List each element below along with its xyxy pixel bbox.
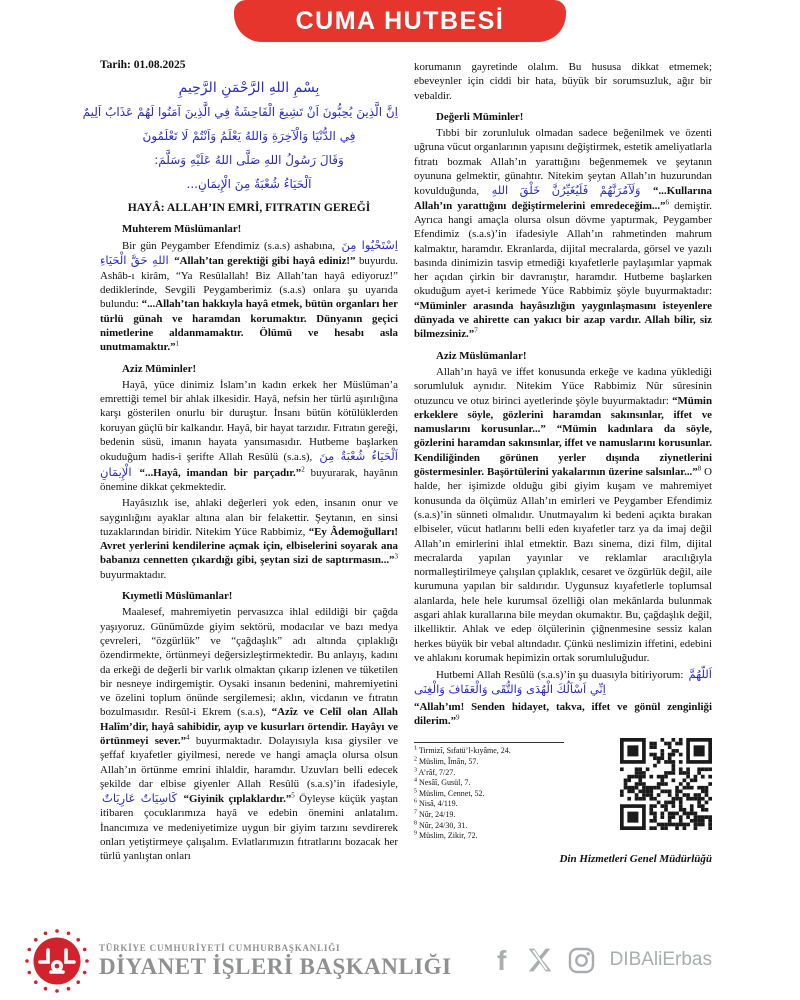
text-run: “Ey Âdemoğulları! Avret yerlerini kendilerine açmak için, elbiselerini soyarak ana babanızı cennetten çıkardığı gibi, şeytan sizi de saptırmasın...” (100, 525, 398, 567)
text-run: O halde, her işimizde olduğu gibi giyim kuşam ve mahremiyet konusunda da ölçümüz Allah’ın emirleri ve Peygamber Efendimiz (s.a.s)’in sünneti olmalıdır. Unutmayalım ki bedeni açıkta bırakan elbiseler, vücut hatlarını belli eden kıyafetler tarz ya da imaj değil Allah’ın emirlerini ihlal etmektir. Bazı sinema, dizi film, dijital mecralarda yapılan yayınlar ve reklamlar aracılığıyla normalleştirilmeye çalışılan çıplaklık, cesaret ve özgürlük değil, aile kurumuna yapılan bir saldırıdır. Uygunsuz kıyafetlerle toplumsal alanlarda, hele hele kurumsal özelliği olan mekânlarda bulunmak asgari ahlak kurallarına bile meydan okumaktır. Bu, çağdaşlık değil, ilkelliktir. Ahlak ve edep ölçülerinin çiğnenmesine sessiz kalan herkes büyük bir vebal altındadır. Çünkü neslimizin iffetini, edebini ve ahlakını korumak hepimizin ortak sorumluluğudur. (414, 466, 712, 664)
instagram-icon (568, 947, 595, 974)
section-heading: Kıymetli Müslümanlar! (122, 590, 233, 603)
text-run: Öyleyse küçük yaştan itibaren çocuklarımıza hayâ ve edebin önemini anlatalım. İnancımıza ve medeniyetimize uygun bir giyim tarzını sevdirerek onları yetiştirmeye çalışalım. Evlatlarımızın fıtratlarını bozacak her türlü yanlıştan onları (100, 793, 399, 863)
footnote-item: $^9$ Müslim, Zikir, 72. (414, 830, 478, 841)
footnote-ref: 5 (291, 791, 295, 800)
text-run: “Giyinik çıplaklardır.” (183, 793, 292, 806)
inline-arabic: اَللّهُمَّ اِنِّي اَسْاَلُكَ الْهُدَى وَالتُّقَى وَالْعَفَافَ وَالْغِنَى (414, 667, 712, 697)
verse-line: وَقَالَ رَسُولُ اللهِ صَلَّى اللهُ عَلَيْهِ وَسَلَّمَ: (154, 152, 344, 167)
verse-line: فِي الدُّنْيَا وَالْآخِرَةِ وَاللهُ يَعْلَمُ وَاَنْتُمْ لَا تَعْلَمُونَ (142, 128, 356, 143)
footnote-ref: 8 (697, 464, 702, 473)
footnote-item: $^5$ Müslim, Cennet, 52. (414, 788, 485, 798)
footnote-ref: 2 (301, 465, 305, 474)
inline-arabic: كَاسِيَاتٌ عَارِيَاتٌ (102, 791, 178, 806)
text-run: Maalesef, mahremiyetin pervasızca ihlal edildiği bir çağda yaşıyoruz. Günümüzde giyim sektörü, modacılar ve bazı medya çevreleri, “özgürlük” ve “çağdaşlık” adı altında çıplaklığı özendirmekte, örtünmeyi değersizleştirmektedir. Bu anlayış, kadını da erkeği de değerli bir varlık olmaktan çıkarıp izlenen ve tüketilen bir nesneye indirgemiştir. Oysaki insanın bedenini, mahremiyetini ve özelini toplum önünde sergilemesi; aklın, vicdanın ve fıtratın bozulmasıdır. Resûl-i Ekrem (s.a.s), (100, 606, 398, 719)
text-run: demiştir. Ayrıca hangi amaçla olursa olsun dövme yaptırmak, Peygamber Efendimiz (s.a.s)’in ifadesiyle Allah’ın rahmetinden mahrum kalmaktır, haramdır. Ekranlarda, dijital mecralarda, görsel ve yazılı basında dinimizin tasvip etmediği kıyafetlerle paylaşımlar yapmak her açıdan çirkin bir davranıştır, haramdır. Hutbeme başlarken okuduğum ayet-i kerimede Yüce Rabbimiz şöyle buyurmaktadır: (414, 199, 712, 298)
footnotes-block (414, 736, 564, 841)
diyanet-logo (24, 928, 90, 994)
text-run: Hayâ, yüce dinimiz İslam’ın kadın erkek her Müslüman’a emrettiği temel bir ahlak ilkesidir. Hayâ, nefsin her türlü aşırılığına karşı gösterilen onurlu bir duruştur. İnsanı bütün kötülüklerden koruyan güçlü bir kalkandır. Hayâ, bir hayat tarzıdır. Fıtratın gereği, bedenin süsü, imanın hayata yansımasıdır. Hutbeme başlarken okuduğum hadis-i şerifte Allah Resûlü (s.a.s), (100, 378, 398, 464)
paragraph (414, 60, 712, 103)
text-run: Allah’ın hayâ ve iffet konusunda erkeğe ve kadına yüklediği sorumluluk aynıdır. Nitekim Yüce Rabbimiz Nûr sûresinin otuzuncu ve otuz birinci ayetlerinde şöyle buyurmaktadır: (414, 365, 712, 407)
paragraph (414, 700, 712, 729)
banner (234, 0, 566, 42)
section-heading: Muhterem Müslümanlar! (122, 222, 242, 235)
section-heading: Değerli Müminler! (436, 110, 524, 123)
footnote-area (414, 736, 712, 841)
footnote-item: $^2$ Müslim, Îmân, 57. (414, 756, 479, 766)
banner-title: CUMA HUTBESİ (295, 6, 505, 35)
footnote-separator (414, 742, 564, 743)
footnote-ref: 7 (474, 326, 478, 335)
sermon-title: HAYÂ: ALLAH’IN EMRİ, FITRATIN GEREĞİ (127, 200, 371, 214)
footnote-item: $^7$ Nûr, 24/19. (414, 809, 456, 819)
footnote-ref: 1 (175, 339, 180, 348)
qr-code (620, 738, 712, 830)
left-column-text (100, 222, 398, 864)
text-run: buyurarak, hayânın önemine dikkat çekmektedir. (100, 466, 398, 493)
text-run: Tıbbi bir zorunluluk olmadan sadece beğenilmek ve özenti uğruna vücut organlarının yapısını değiştirmek, estetik ameliyatlarla fıtratı bozmak Allah’ın yarattığını beğenmemek ve şeytanın oyununa gelmektir, günahtır. Nitekim şeytan Allah’ın huzurundan kovulduğunda, (414, 127, 712, 198)
text-run: “Müminler arasında hayâsızlığın yaygınlaşmasını isteyenlere dünyada ve ahirette can yakıcı bir azap vardır. Allah bilir, siz bilmezsiniz.” (414, 299, 712, 341)
org-titles (99, 943, 452, 980)
footnotes-list (414, 746, 564, 841)
text-run: buyurmaktadır. (100, 568, 167, 581)
social-row (496, 946, 712, 974)
right-column-text (414, 60, 712, 728)
footnote-ref: 6 (665, 198, 670, 207)
verse-line: اَلْحَيَاءُ شُعْبَةٌ مِنَ الْإِيمَانِ... (186, 176, 312, 191)
paragraph (100, 378, 398, 494)
right-column (414, 58, 712, 866)
footnote-item: $^3$ A’râf, 7/27. (414, 766, 456, 777)
section-heading: Aziz Müslümanlar! (436, 349, 527, 362)
paragraph (414, 365, 712, 665)
paragraph (100, 605, 398, 863)
text-run: Hutbemi Allah Resûlü (s.a.s)’in şu duasıyla bitiriyorum: (436, 669, 687, 682)
paragraph (414, 667, 712, 698)
social-handle: DIBAliErbas (609, 949, 712, 970)
paragraph (414, 126, 712, 341)
content-columns (82, 58, 712, 866)
text-run: “...Kullarına Allah’ın yarattığını değiştirmelerini emredeceğim...” (414, 185, 712, 212)
footnote-ref: 4 (186, 733, 190, 742)
text-run: “...Hayâ, imandan bir parçadır.” (139, 466, 302, 479)
paragraph (100, 496, 398, 582)
left-column (82, 58, 399, 866)
text-run: “Allah’ım! Senden hidayet, takva, iffet ve gönül zenginliği dilerim.” (414, 700, 712, 728)
footnote-ref: 3 (394, 552, 398, 561)
footnote-ref: 9 (456, 713, 460, 722)
footnote-item: $^6$ Nisâ, 4/119. (414, 798, 458, 809)
date-label: Tarih: 01.08.2025 (100, 59, 186, 71)
footnote-item: $^1$ Tirmizî, Sıfatü’l-kıyâme, 24. (414, 745, 511, 756)
verse-line: اِنَّ الَّذِينَ يُحِبُّونَ اَنْ تَشِيعَ الْفَاحِشَةُ فِي الَّذِينَ آمَنُوا لَهُمْ عَذَابٌ اَلِيمٌ (82, 104, 398, 119)
text-run: Hayâsızlık ise, ahlaki değerleri yok eden, insanın onur ve saygınlığını ayaklar altına alan bir felakettir. Şeytanın, en sinsi tuzaklarından biridir. Nitekim Yüce Rabbimiz, (100, 497, 398, 538)
footnote-item: $^4$ Nesâî, Gusül, 7. (414, 777, 471, 788)
inline-arabic: وَلَآمُرَنَّهُمْ فَلَيُغَيِّرُنَّ خَلْقَ اللهِ (491, 183, 641, 198)
text-run: “Azîz ve Celîl olan Allah Halîm’dir, hayâ sahibidir, ayıp ve kusurları örtendir. Hayâyı ve örtünmeyi sever.” (100, 706, 398, 747)
footnote-item: $^8$ Nûr, 24/30, 31. (414, 819, 468, 830)
x-icon (527, 947, 553, 973)
besmele-calligraphy: بِسْمِ اللهِ الرَّحْمَنِ الرَّحِيمِ (178, 80, 320, 97)
text-run: korumanın gayretinde olalım. Bu hususa dikkat etmemek; ebeveynler için ciddi bir hata, büyük bir sorumsuzluk, ağır bir vebaldir. (414, 61, 712, 102)
text-run: Bir gün Peygamber Efendimiz (s.a.s) ashabına, (122, 240, 340, 253)
section-heading: Aziz Müminler! (122, 362, 197, 375)
org-large-title: DİYANET İŞLERİ BAŞKANLIĞI (99, 954, 452, 979)
svg-text:f: f (496, 946, 506, 974)
text-run: “...Allah’tan hakkıyla hayâ etmek, bütün organları her türlü günah ve haramdan korumaktır. Dünyanın geçici nimetlerine aldanmamaktır. Ölümü ve hesabı asla unutmamaktır.” (100, 298, 398, 354)
quran-verse-arabic (82, 100, 398, 196)
paragraph (100, 238, 398, 354)
text-run: “Allah’tan gerektiği gibi hayâ ediniz!” (174, 255, 356, 268)
org-small-title: TÜRKİYE CUMHURİYETİ CUMHURBAŞKANLIĞI (99, 943, 341, 953)
facebook-icon (496, 946, 512, 974)
text-run (642, 185, 653, 197)
text-run: buyurmaktadır. Dolayısıyla kısa giysiler ve şeffaf kıyafetler giyilmesi, nerede ve hangi amaçla olursa olsun Allah’ın örtünme emrini ihlaldir, haramdır. Uzuvları belli edecek şekilde dar elbise giyenler Allah Resûlü (s.a.s)’in ifadesiyle, (100, 734, 398, 790)
inline-arabic: اَلْحَيَاءُ شُعْبَةٌ مِنَ الْإِيمَانِ (100, 449, 398, 479)
text-run: “Mümin erkeklere söyle, gözlerini haramdan sakınsınlar, iffet ve namuslarını korusunlar...” “Mümin kadınlara da söyle, gözlerini haramdan sakınsınlar, iffet ve namuslarını korusunlar. Kendiliğinden görünen yerler dışında ziynetlerini göstermesinler. Başörtülerini yakalarının üzerine salsınlar...” (414, 394, 712, 479)
text-run: buyurdu. Ashâb-ı kirâm, “Ya Resûlallah! Biz Allah’tan hayâ ediyoruz!” dediklerinde, Sevgili Peygamberimiz (s.a.s) onlara şu uyarıda bulundu: (100, 255, 398, 311)
inline-arabic: اِسْتَحْيُوا مِنَ اللهِ حَقَّ الْحَيَاءِ (100, 238, 399, 268)
signature: Din Hizmetleri Genel Müdürlüğü (559, 852, 712, 865)
